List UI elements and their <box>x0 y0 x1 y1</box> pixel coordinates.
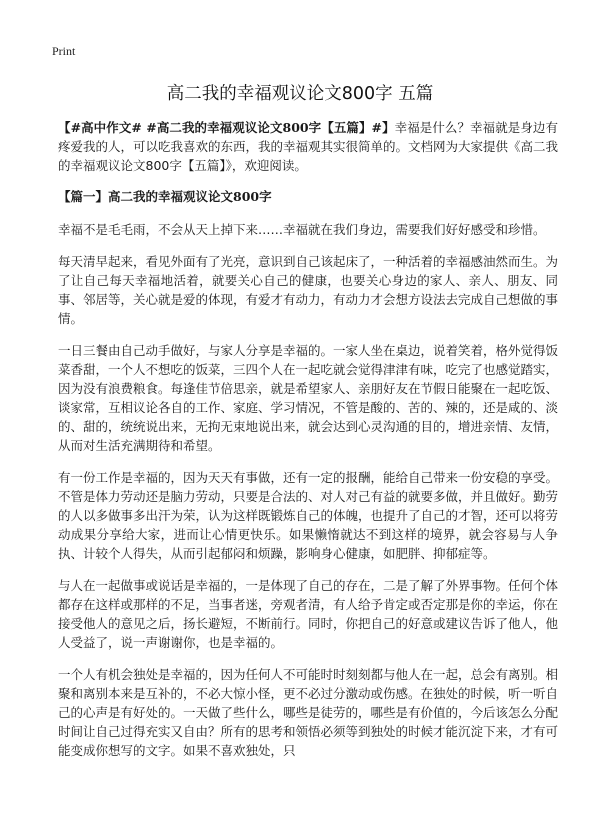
paragraph-1: 幸福不是毛毛雨，不会从天上掉下来……幸福就在我们身边，需要我们好好感受和珍惜。 <box>58 222 546 237</box>
intro-tag: 【#高中作文# #高二我的幸福观议论文800字【五篇】#】 <box>58 120 395 135</box>
intro-paragraph <box>58 118 558 175</box>
paragraph-4: 有一份工作是幸福的，因为天天有事做，还有一定的报酬，能给自己带来一份安稳的享受。不管是体力劳动还是脑力劳动，只要是合法的、对人对己有益的就要多做，并且做好。勤劳的人以多做事多出汗为荣，认为这样既锻炼自己的体魄，也提升了自己的才智，还可以将劳动成果分享给大家，进而让心情更快乐。如果懒惰就达不到这样的境界，就会容易与人争执、计较个人得失，从而引起郁闷和烦躁，影响身心健康，如肥胖、抑郁症等。 <box>58 470 559 561</box>
article-body <box>58 118 558 773</box>
print-link[interactable]: Print <box>52 44 76 58</box>
paragraph-3: 一日三餐由自己动手做好，与家人分享是幸福的。一家人坐在桌边，说着笑着，格外觉得饭菜香甜，一个人不想吃的饭菜，三四个人在一起吃就会觉得津津有味，吃完了也感觉踏实，因为没有浪费粮食。每逢佳节倍思亲，就是希望家人、亲朋好友在节假日能聚在一起吃饭、谈家常，互相议论各自的工作、家庭、学习情况，不管是酸的、苦的、辣的，还是咸的、淡的、甜的，统统说出来，无拘无束地说出来，就会达到心灵沟通的目的，增进亲情、友情，从而对生活充满期待和希望。 <box>58 343 559 453</box>
paragraph-2: 每天清早起来，看见外面有了光亮，意识到自己该起床了，一种活着的幸福感油然而生。为了让自己每天幸福地活着，就要关心自己的健康，也要关心身边的家人、亲人、朋友、同事、邻居等，关心就是爱的体现，有爱才有动力，有动力才会想方设法去完成自己想做的事情。 <box>58 254 559 326</box>
intro-text: 幸福是什么？幸福就是身边有疼爱我的人，可以吃我喜欢的东西，我的幸福观其实很简单的。文档网为大家提供《高二我的幸福观议论文800字【五篇】》，欢迎阅读。 <box>58 120 559 173</box>
section-heading: 【篇一】高二我的幸福观议论文800字 <box>58 189 272 204</box>
page-title: 高二我的幸福观议论文800字 五篇 <box>166 84 434 104</box>
paragraph-6: 一个人有机会独处是幸福的，因为任何人不可能时时刻刻都与他人在一起，总会有离别。相聚和离别本来是互补的，不必大惊小怪，更不必过分激动或伤感。在独处的时候，听一听自己的心声是有好处的。一天做了些什么，哪些是徒劳的，哪些是有价值的，今后该怎么分配时间让自己过得充实又自由？所有的思考和领悟必须等到独处的时候才能沉淀下来，才有可能变成你想写的文字。如果不喜欢独处，只 <box>58 667 559 758</box>
paragraph-5: 与人在一起做事或说话是幸福的，一是体现了自己的存在，二是了解了外界事物。任何个体都存在这样或那样的不足，当事者迷，旁观者清，有人给予肯定或否定那是你的幸运，你在接受他人的意见之后，扬长避短，不断前行。同时，你把自己的好意或建议告诉了他人，他人受益了，说一声谢谢你，也是幸福的。 <box>58 578 559 650</box>
